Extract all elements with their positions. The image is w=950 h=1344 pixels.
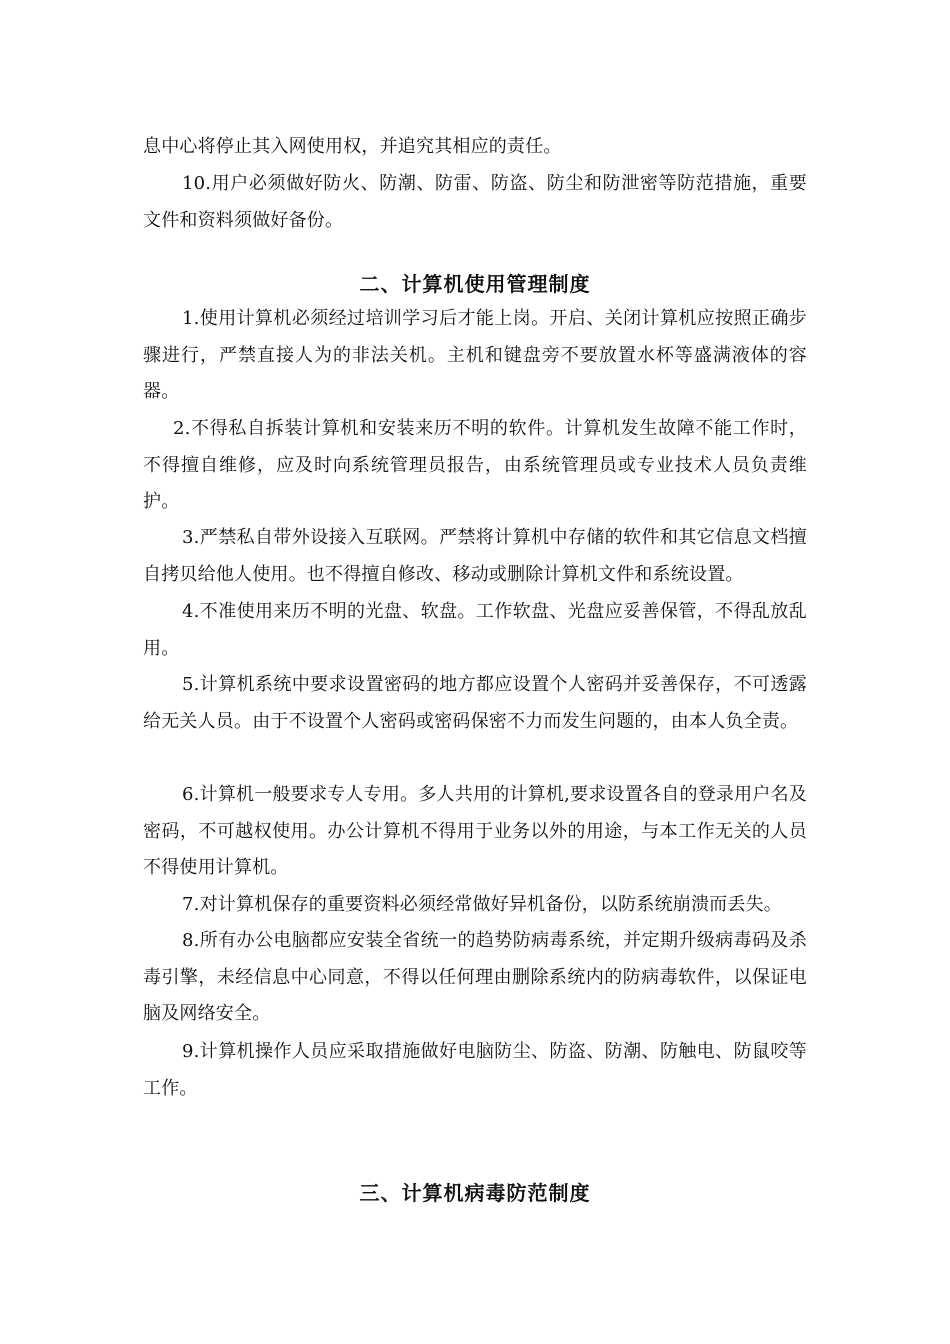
- paragraph-item-3: 3.严禁私自带外设接入互联网。严禁将计算机中存储的软件和其它信息文档擅自拷贝给他人使用。也不得擅自修改、移动或删除计算机文件和系统设置。: [143, 527, 807, 585]
- paragraph-item-6: 6.计算机一般要求专人专用。多人共用的计算机,要求设置各自的登录用户名及密码，不可越权使用。办公计算机不得用于业务以外的用途，与本工作无关的人员不得使用计算机。: [143, 784, 807, 878]
- paragraph-item-8: 8.所有办公电脑都应安装全省统一的趋势防病毒系统，并定期升级病毒码及杀毒引擎，未经信息中心同意，不得以任何理由删除系统内的防病毒软件，以保证电脑及网络安全。: [143, 930, 807, 1024]
- paragraph-item-7: 7.对计算机保存的重要资料必须经常做好异机备份，以防系统崩溃而丢失。: [182, 894, 782, 915]
- section-heading-2: 二、计算机使用管理制度: [359, 272, 591, 296]
- paragraph-item-2: 2.不得私自拆装计算机和安装来历不明的软件。计算机发生故障不能工作时，不得擅自维修，应及时向系统管理员报告，由系统管理员或专业技术人员负责维护。: [143, 418, 807, 512]
- section-heading-3: 三、计算机病毒防范制度: [359, 1181, 591, 1205]
- paragraph-item-10: 10.用户必须做好防火、防潮、防雷、防盗、防尘和防泄密等防范措施，重要文件和资料须做好备份。: [143, 173, 807, 231]
- paragraph-continuation: 息中心将停止其入网使用权，并追究其相应的责任。: [143, 136, 562, 157]
- paragraph-item-9: 9.计算机操作人员应采取措施做好电脑防尘、防盗、防潮、防触电、防鼠咬等工作。: [143, 1041, 807, 1099]
- paragraph-item-5: 5.计算机系统中要求设置密码的地方都应设置个人密码并妥善保存，不可透露给无关人员。由于不设置个人密码或密码保密不力而发生问题的，由本人负全责。: [143, 674, 807, 732]
- paragraph-item-4: 4.不准使用来历不明的光盘、软盘。工作软盘、光盘应妥善保管，不得乱放乱用。: [143, 601, 807, 659]
- paragraph-item-1: 1.使用计算机必须经过培训学习后才能上岗。开启、关闭计算机应按照正确步骤进行，严禁直接人为的非法关机。主机和键盘旁不要放置水杯等盛满液体的容器。: [143, 308, 807, 402]
